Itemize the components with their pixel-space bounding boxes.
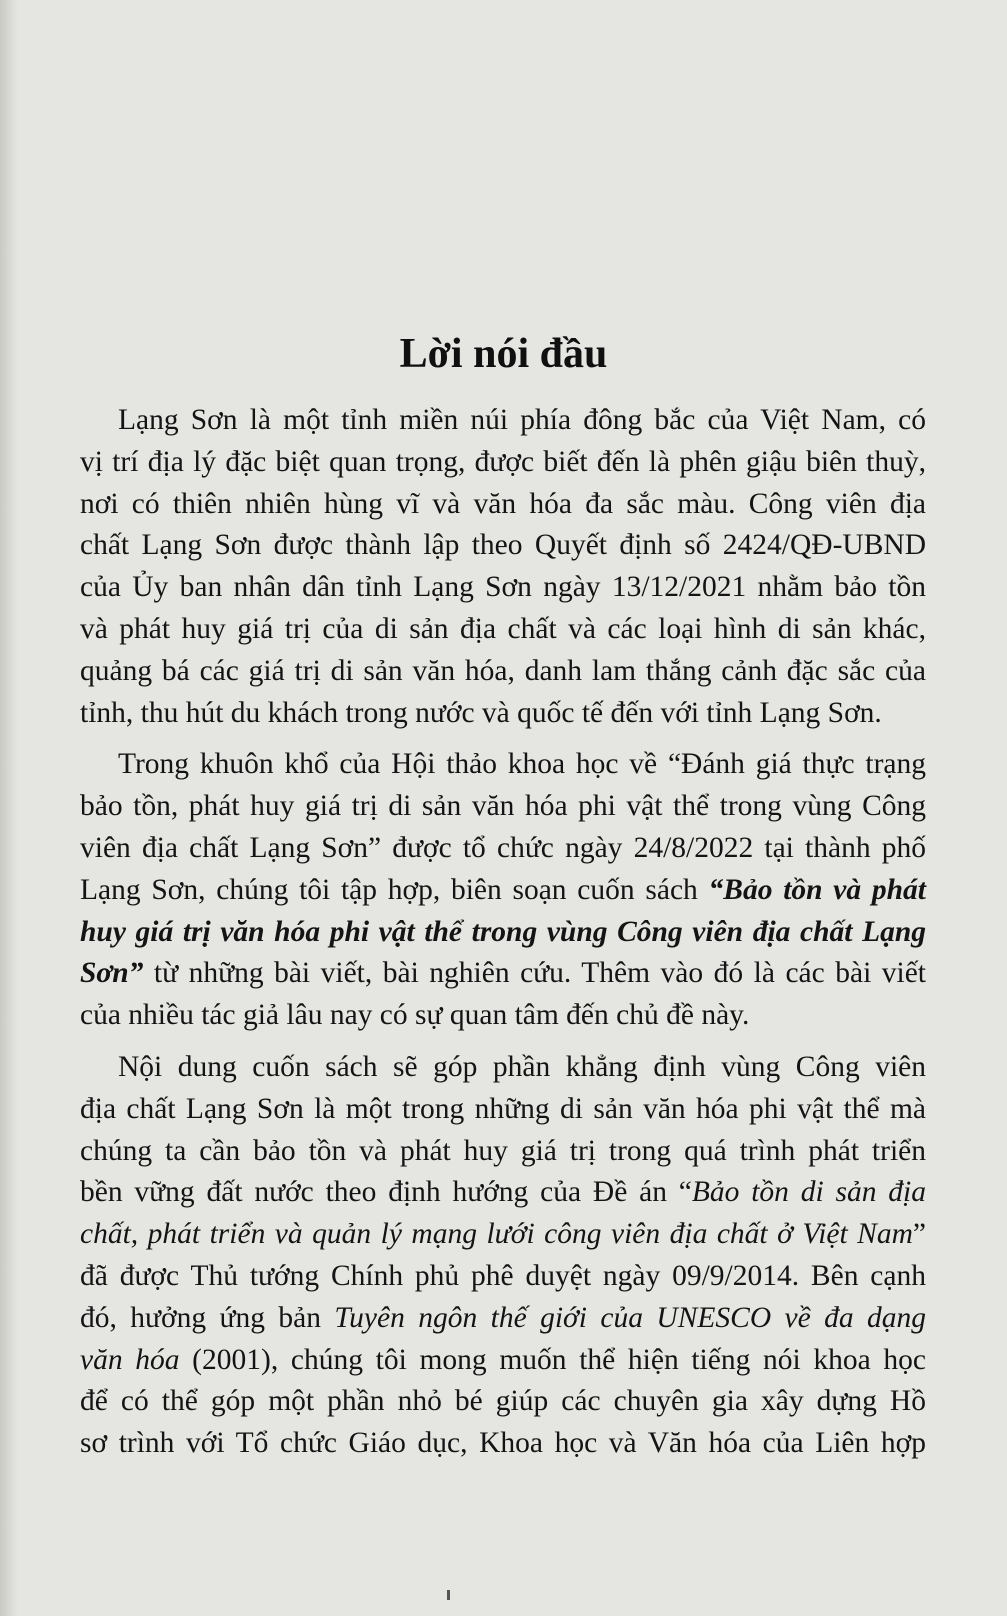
text-line: quảng bá các giá trị di sản văn hóa, danh lam thắng cảnh đặc sắc của	[80, 654, 926, 687]
paragraph-3	[80, 1047, 926, 1465]
book-title-emphasis: huy giá trị văn hóa phi vật thể trong vùng Công viên địa chất Lạng	[80, 915, 926, 948]
text-line: và phát huy giá trị của di sản địa chất và các loại hình di sản khác,	[80, 612, 926, 645]
text-run: bền vững đất nước theo định hướng của Đề án “	[80, 1176, 692, 1209]
text-line: chúng ta cần bảo tồn và phát huy giá trị trong quá trình phát triển	[80, 1134, 926, 1167]
text-run: Lạng Sơn, chúng tôi tập hợp, biên soạn cuốn sách	[80, 873, 709, 906]
text-line	[80, 1298, 926, 1340]
text-line: Nội dung cuốn sách sẽ góp phần khẳng định vùng Công viên	[118, 1050, 926, 1083]
project-title-italic: Bảo tồn di sản địa	[691, 1176, 926, 1209]
paragraph-2	[80, 744, 926, 1037]
text-line: của Ủy ban nhân dân tỉnh Lạng Sơn ngày 13/12/2021 nhằm bảo tồn	[80, 571, 926, 604]
text-run: từ những bài viết, bài nghiên cứu. Thêm vào đó là các bài viết	[143, 957, 926, 990]
book-title-emphasis: Sơn”	[80, 957, 144, 990]
text-run: đó, hưởng ứng bản	[80, 1301, 335, 1334]
body-text	[80, 400, 926, 1465]
text-line	[80, 953, 926, 995]
text-line: của nhiều tác giả lâu nay có sự quan tâm đến chủ đề này.	[80, 999, 750, 1032]
text-line: viên địa chất Lạng Sơn” được tổ chức ngày 24/8/2022 tại thành phố	[80, 831, 926, 864]
text-line	[80, 1340, 926, 1382]
declaration-title-italic: Tuyên ngôn thế giới của UNESCO về đa dạng	[334, 1301, 927, 1334]
text-line: sơ trình với Tổ chức Giáo dục, Khoa học và Văn hóa của Liên hợp	[80, 1427, 926, 1460]
page-edge-mark	[447, 1590, 450, 1600]
text-run: (2001), chúng tôi mong muốn thể hiện tiếng nói khoa học	[179, 1343, 926, 1376]
book-title-emphasis: “Bảo tồn và phát	[708, 873, 926, 906]
text-line: để có thể góp một phần nhỏ bé giúp các chuyên gia xây dựng Hồ	[80, 1385, 926, 1418]
text-line: nơi có thiên nhiên hùng vĩ và văn hóa đa sắc màu. Công viên địa	[80, 487, 926, 520]
text-run: ”	[912, 1218, 926, 1251]
text-line: bảo tồn, phát huy giá trị di sản văn hóa phi vật thể trong vùng Công	[80, 790, 926, 823]
text-line: địa chất Lạng Sơn là một trong những di sản văn hóa phi vật thể mà	[80, 1092, 926, 1125]
text-line: tỉnh, thu hút du khách trong nước và quốc tế đến với tỉnh Lạng Sơn.	[80, 696, 882, 729]
text-line: Trong khuôn khổ của Hội thảo khoa học về “Đánh giá thực trạng	[118, 748, 926, 781]
text-line	[80, 1214, 926, 1256]
text-line: Lạng Sơn là một tỉnh miền núi phía đông bắc của Việt Nam, có	[118, 404, 926, 436]
text-line: vị trí địa lý đặc biệt quan trọng, được biết đến là phên giậu biên thuỳ,	[80, 445, 926, 478]
text-line	[80, 1172, 926, 1214]
project-title-italic: chất, phát triển và quản lý mạng lưới công viên địa chất ở Việt Nam	[80, 1218, 913, 1251]
text-line: đã được Thủ tướng Chính phủ phê duyệt ngày 09/9/2014. Bên cạnh	[80, 1259, 926, 1292]
text-line: chất Lạng Sơn được thành lập theo Quyết định số 2424/QĐ-UBND	[80, 529, 926, 562]
paragraph-1	[80, 400, 926, 734]
page-title: Lời nói đầu	[399, 331, 608, 377]
text-line	[80, 870, 926, 912]
spine-shadow	[0, 0, 18, 1616]
declaration-title-italic: văn hóa	[80, 1343, 180, 1376]
